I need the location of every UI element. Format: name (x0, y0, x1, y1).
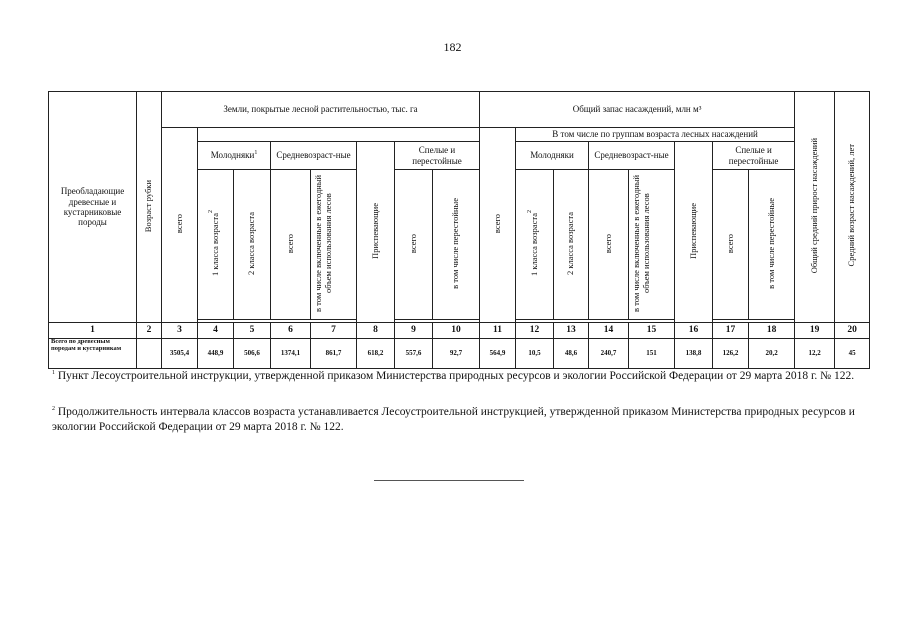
col-number: 20 (835, 323, 870, 339)
header-col18-text: в том числе перестойные (765, 197, 776, 289)
header-col4 (198, 170, 234, 320)
header-col6-text: всего (284, 233, 295, 253)
total-cell: 448,9 (198, 339, 234, 369)
header-col15 (629, 170, 675, 320)
footnote-1-mark: 1 (52, 370, 55, 377)
header-col12-text: 1 класса возраста$^2$ (526, 210, 539, 277)
header-col8-text: Приспевающие (369, 202, 380, 259)
header-col7-text: в том числе включенные в ежегодный объем использования лесов (312, 174, 333, 312)
header-col16 (675, 142, 713, 323)
col-number: 14 (589, 323, 629, 339)
header-col8 (357, 142, 395, 323)
col-number: 2 (137, 323, 162, 339)
header-col5 (234, 170, 271, 320)
header-area-group: Земли, покрытые лесной растительностью, тыс. га (162, 92, 480, 128)
header-stock-group: Общий запас насаждений, млн м³ (480, 92, 795, 128)
header-col14 (589, 170, 629, 320)
total-cell: 618,2 (357, 339, 395, 369)
footnote-ref-2: 2 (207, 210, 214, 214)
header-col6 (271, 170, 311, 320)
col-number: 13 (554, 323, 589, 339)
header-young-area (198, 142, 271, 170)
footnote-1 (52, 369, 862, 384)
forest-stock-table (48, 91, 870, 369)
col-number: 9 (395, 323, 433, 339)
col-number: 11 (480, 323, 516, 339)
header-young-area-text: Молодняки (210, 150, 255, 161)
header-col3-text: всего (173, 214, 184, 234)
header-col5-text: 2 класса возраста (246, 211, 257, 275)
header-col16-text: Приспевающие (687, 202, 698, 259)
header-stock-subgroup: В том числе по группам возраста лесных насаждений (516, 128, 795, 142)
col-number: 8 (357, 323, 395, 339)
footnote-2-text: Продолжительность интервала классов возраста устанавливается Лесоустроительной инструкцией, утвержденной приказом Министерства природных ресурсов и экологии Российской Федерации от 29 марта 2018 г. № 122. (52, 406, 855, 433)
total-cell: 3505,4 (162, 339, 198, 369)
header-col17 (713, 170, 749, 320)
total-cell: 564,9 (480, 339, 516, 369)
header-young-stock: Молодняки (516, 142, 589, 170)
section-divider (374, 480, 524, 481)
col-number: 15 (629, 323, 675, 339)
header-col9-text: всего (407, 233, 418, 253)
footnote-1-text: Пункт Лесоустроительной инструкции, утвержденной приказом Министерства природных ресурсов и экологии Российской Федерации от 29 марта 2018 г. № 122. (55, 370, 855, 382)
footnote-2 (52, 405, 862, 435)
footnote-2-mark: 2 (52, 406, 55, 413)
header-col14-text: всего (602, 233, 613, 253)
total-cell: 10,5 (516, 339, 554, 369)
header-col4-text: 1 класса возраста$^2$ (207, 210, 220, 277)
header-species: Преобладающие древесные и кустарниковые породы (49, 92, 137, 323)
header-col19-text: Общий средний прирост насаждений (808, 137, 819, 274)
header-felling-age (137, 92, 162, 323)
header-col11-text: всего (491, 214, 502, 234)
header-ripe-area: Спелые и перестойные (395, 142, 480, 170)
column-number-row (49, 323, 870, 339)
header-col20-text: Средний возраст насаждений, лет (846, 144, 857, 267)
header-col13-text: 2 класса возраста (565, 211, 576, 275)
total-cell: 240,7 (589, 339, 629, 369)
total-row-label: Всего по древесным породам и кустарникам (49, 339, 137, 369)
page-number: 182 (443, 40, 462, 54)
header-middle-stock: Средневозраст-ные (589, 142, 675, 170)
col-number: 12 (516, 323, 554, 339)
col-number: 7 (311, 323, 357, 339)
total-cell: 48,6 (554, 339, 589, 369)
col-number: 5 (234, 323, 271, 339)
header-col17-text: всего (724, 233, 735, 253)
col-number: 6 (271, 323, 311, 339)
header-middle-area: Средневозраст-ные (271, 142, 357, 170)
header-felling-age-text: Возраст рубки (143, 179, 154, 232)
col-number: 3 (162, 323, 198, 339)
total-cell: 138,8 (675, 339, 713, 369)
col-number: 4 (198, 323, 234, 339)
header-ripe-stock: Спелые и перестойные (713, 142, 795, 170)
col-number: 18 (749, 323, 795, 339)
total-cell: 861,7 (311, 339, 357, 369)
header-col3 (162, 128, 198, 323)
col-number: 19 (795, 323, 835, 339)
total-cell-felling-age (137, 339, 162, 369)
header-col7 (311, 170, 357, 320)
col-number: 10 (433, 323, 480, 339)
header-col15-text: в том числе включенные в ежегодный объем использования лесов (630, 174, 651, 312)
total-cell: 151 (629, 339, 675, 369)
header-col18 (749, 170, 795, 320)
footnote-ref-1: 1 (254, 150, 258, 157)
col-number: 17 (713, 323, 749, 339)
header-col10 (433, 170, 480, 320)
header-col10-text: в том числе перестойные (450, 197, 461, 289)
header-col13 (554, 170, 589, 320)
total-cell: 92,7 (433, 339, 480, 369)
header-col12 (516, 170, 554, 320)
col-number: 1 (49, 323, 137, 339)
total-cell: 45 (835, 339, 870, 369)
total-cell: 1374,1 (271, 339, 311, 369)
header-col11 (480, 128, 516, 323)
total-cell: 12,2 (795, 339, 835, 369)
header-area-empty (198, 128, 480, 142)
col-number: 16 (675, 323, 713, 339)
total-cell: 557,6 (395, 339, 433, 369)
total-cell: 20,2 (749, 339, 795, 369)
header-col20 (835, 92, 870, 323)
total-row (49, 339, 870, 369)
total-cell: 126,2 (713, 339, 749, 369)
header-col19 (795, 92, 835, 323)
total-cell: 506,6 (234, 339, 271, 369)
footnote-ref-2b: 2 (526, 210, 533, 214)
header-col9 (395, 170, 433, 320)
